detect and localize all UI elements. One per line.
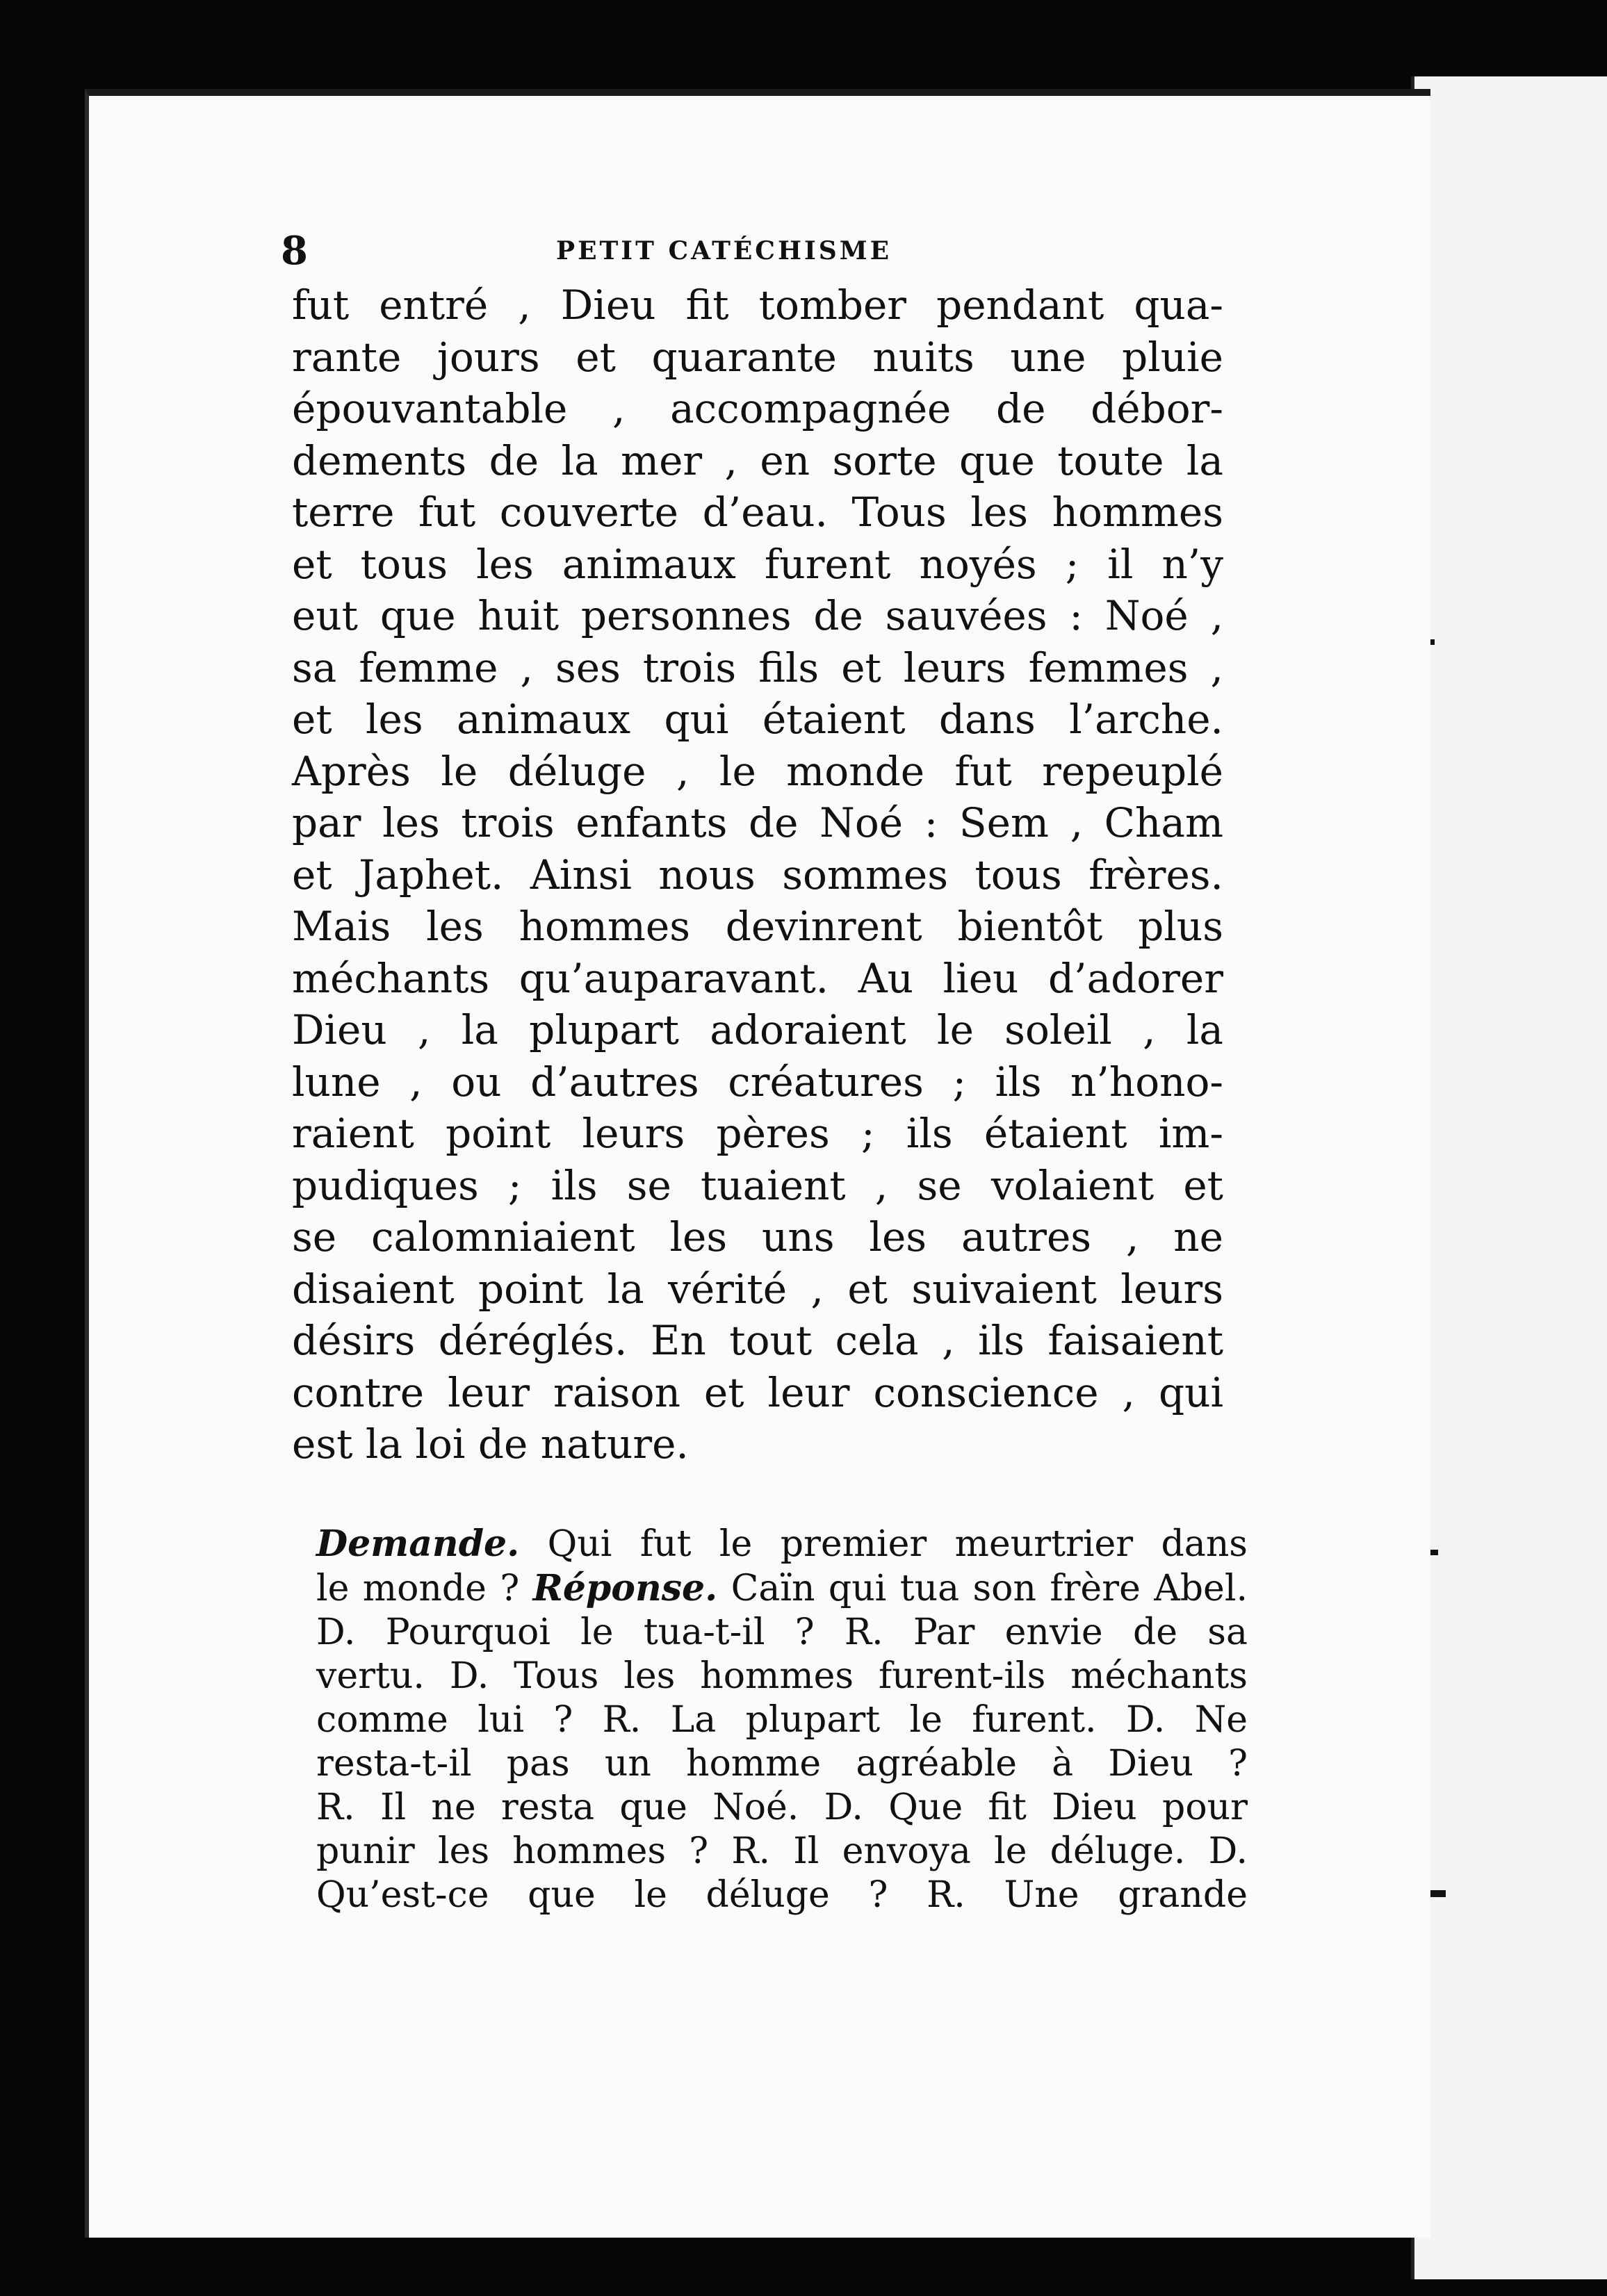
text-line: lune , ou d’autres créatures ; ils n’hono- bbox=[292, 1058, 1223, 1106]
text-line: sa femme , ses trois fils et leurs femmes , bbox=[292, 643, 1223, 691]
demande-label: Demande. bbox=[316, 1523, 520, 1565]
text-line: méchants qu’auparavant. Au lieu d’adorer bbox=[292, 954, 1223, 1002]
text-line: dements de la mer , en sorte que toute la bbox=[292, 436, 1223, 484]
qa-fragment: le monde ? bbox=[316, 1568, 533, 1609]
reponse-label: Réponse. bbox=[532, 1567, 718, 1609]
qa-line: resta-t-il pas un homme agréable à Dieu ? bbox=[316, 1743, 1248, 1785]
text-line: et tous les animaux furent noyés ; il n’y bbox=[292, 540, 1223, 588]
qa-fragment: Qui fut le premier meurtrier dans bbox=[519, 1523, 1248, 1565]
text-line: terre fut couverte d’eau. Tous les hommes bbox=[292, 489, 1223, 536]
qa-line: punir les hommes ? R. Il envoya le déluge. D. bbox=[316, 1830, 1248, 1872]
text-line: pudiques ; ils se tuaient , se volaient et bbox=[292, 1161, 1223, 1209]
text-line: Dieu , la plupart adoraient le soleil , la bbox=[292, 1006, 1223, 1053]
text-line: raient point leurs pères ; ils étaient im- bbox=[292, 1110, 1223, 1157]
body-text bbox=[292, 279, 1223, 1470]
text-line: eut que huit personnes de sauvées : Noé , bbox=[292, 592, 1223, 639]
running-title: PETIT CATÉCHISME bbox=[556, 236, 892, 265]
text-line: Mais les hommes devinrent bientôt plus bbox=[292, 903, 1223, 950]
qa-line: D. Pourquoi le tua-t-il ? R. Par envie de sa bbox=[316, 1612, 1248, 1653]
text-line: et Japhet. Ainsi nous sommes tous frères. bbox=[292, 851, 1223, 899]
text-line: et les animaux qui étaient dans l’arche. bbox=[292, 696, 1223, 743]
qa-line: comme lui ? R. La plupart le furent. D. Ne bbox=[316, 1699, 1248, 1741]
text-line: disaient point la vérité , et suivaient leurs bbox=[292, 1265, 1223, 1313]
qa-line: vertu. D. Tous les hommes furent-ils méchants bbox=[316, 1655, 1248, 1697]
text-line: fut entré , Dieu fit tomber pendant qua- bbox=[292, 281, 1223, 329]
text-line: désirs déréglés. En tout cela , ils faisaient bbox=[292, 1317, 1223, 1364]
qa-line: R. Il ne resta que Noé. D. Que fit Dieu pour bbox=[316, 1787, 1248, 1828]
text-line: Après le déluge , le monde fut repeuplé bbox=[292, 747, 1223, 795]
text-line: rante jours et quarante nuits une pluie bbox=[292, 333, 1223, 381]
qa-line bbox=[316, 1566, 1248, 1611]
qa-fragment: Caïn qui tua son frère Abel. bbox=[717, 1568, 1248, 1609]
facing-page-edge bbox=[1411, 76, 1607, 2279]
qa-line: Qu’est-ce que le déluge ? R. Une grande bbox=[316, 1874, 1248, 1916]
text-line: contre leur raison et leur conscience , qui bbox=[292, 1368, 1223, 1416]
page-number: 8 bbox=[281, 228, 308, 274]
text-line: est la loi de nature. bbox=[292, 1420, 689, 1468]
text-line: se calomniaient les uns les autres , ne bbox=[292, 1213, 1223, 1261]
text-line: par les trois enfants de Noé : Sem , Cham bbox=[292, 799, 1223, 846]
text-line: épouvantable , accompagnée de débor- bbox=[292, 385, 1223, 432]
qa-line bbox=[316, 1522, 1248, 1566]
question-answer-block bbox=[316, 1522, 1248, 1917]
